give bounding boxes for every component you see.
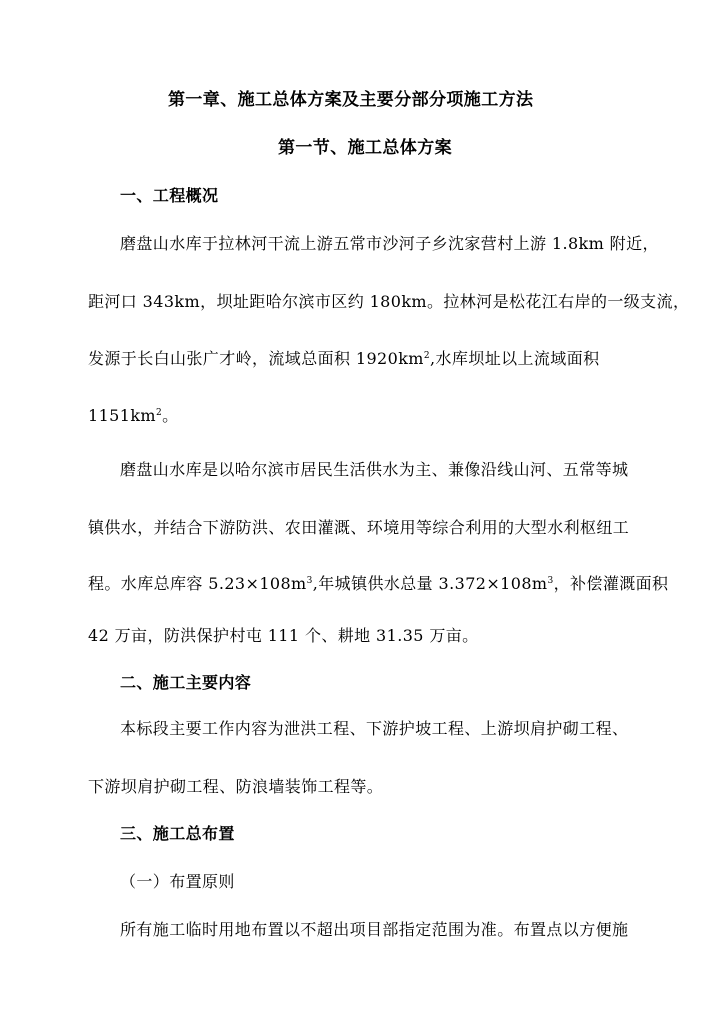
paragraph-line: 距河口 343km，坝址距哈尔滨市区约 180km。拉林河是松花江右岸的一级支流， bbox=[88, 292, 690, 311]
paragraph-line: 42 万亩，防洪保护村屯 111 个、耕地 31.35 万亩。 bbox=[88, 626, 479, 645]
heading-general-layout: 三、施工总布置 bbox=[120, 824, 235, 843]
text-segment: 发源于长白山张广才岭，流域总面积 1920km bbox=[88, 349, 424, 368]
superscript: 2 bbox=[423, 351, 431, 361]
superscript: 2 bbox=[156, 408, 163, 418]
paragraph-line bbox=[88, 349, 600, 369]
heading-project-overview: 一、工程概况 bbox=[120, 186, 219, 205]
paragraph-line bbox=[88, 406, 179, 426]
text-segment: 程。水库总库容 5.23×108m bbox=[88, 574, 307, 593]
text-segment: 。 bbox=[162, 406, 179, 425]
subheading-layout-principles: （一）布置原则 bbox=[120, 872, 235, 891]
paragraph-line: 下游坝肩护砌工程、防浪墙装饰工程等。 bbox=[88, 777, 384, 796]
text-segment: ,年城镇供水总量 3.372×108m bbox=[312, 574, 548, 593]
paragraph-line: 磨盘山水库于拉林河干流上游五常市沙河子乡沈家营村上游 1.8km 附近， bbox=[120, 234, 659, 253]
superscript: 3 bbox=[306, 576, 313, 586]
text-segment: ,水库坝址以上流域面积 bbox=[430, 349, 600, 368]
paragraph-line bbox=[88, 574, 668, 594]
paragraph-line: 本标段主要工作内容为泄洪工程、下游护坡工程、上游坝肩护砌工程、 bbox=[120, 719, 629, 738]
paragraph-line: 磨盘山水库是以哈尔滨市居民生活供水为主、兼像沿线山河、五常等城 bbox=[120, 460, 629, 479]
superscript: 3 bbox=[547, 576, 554, 586]
text-segment: ，补偿灌溉面积 bbox=[553, 574, 669, 593]
text-segment: 1151km bbox=[88, 406, 156, 425]
heading-main-construction-content: 二、施工主要内容 bbox=[120, 673, 252, 692]
paragraph-line: 镇供水，并结合下游防洪、农田灌溉、环境用等综合利用的大型水利枢纽工 bbox=[88, 518, 630, 537]
paragraph-line: 所有施工临时用地布置以不超出项目部指定范围为准。布置点以方便施 bbox=[120, 920, 629, 939]
section-title: 第一节、施工总体方案 bbox=[278, 138, 452, 158]
chapter-title: 第一章、施工总体方案及主要分部分项施工方法 bbox=[168, 90, 534, 110]
